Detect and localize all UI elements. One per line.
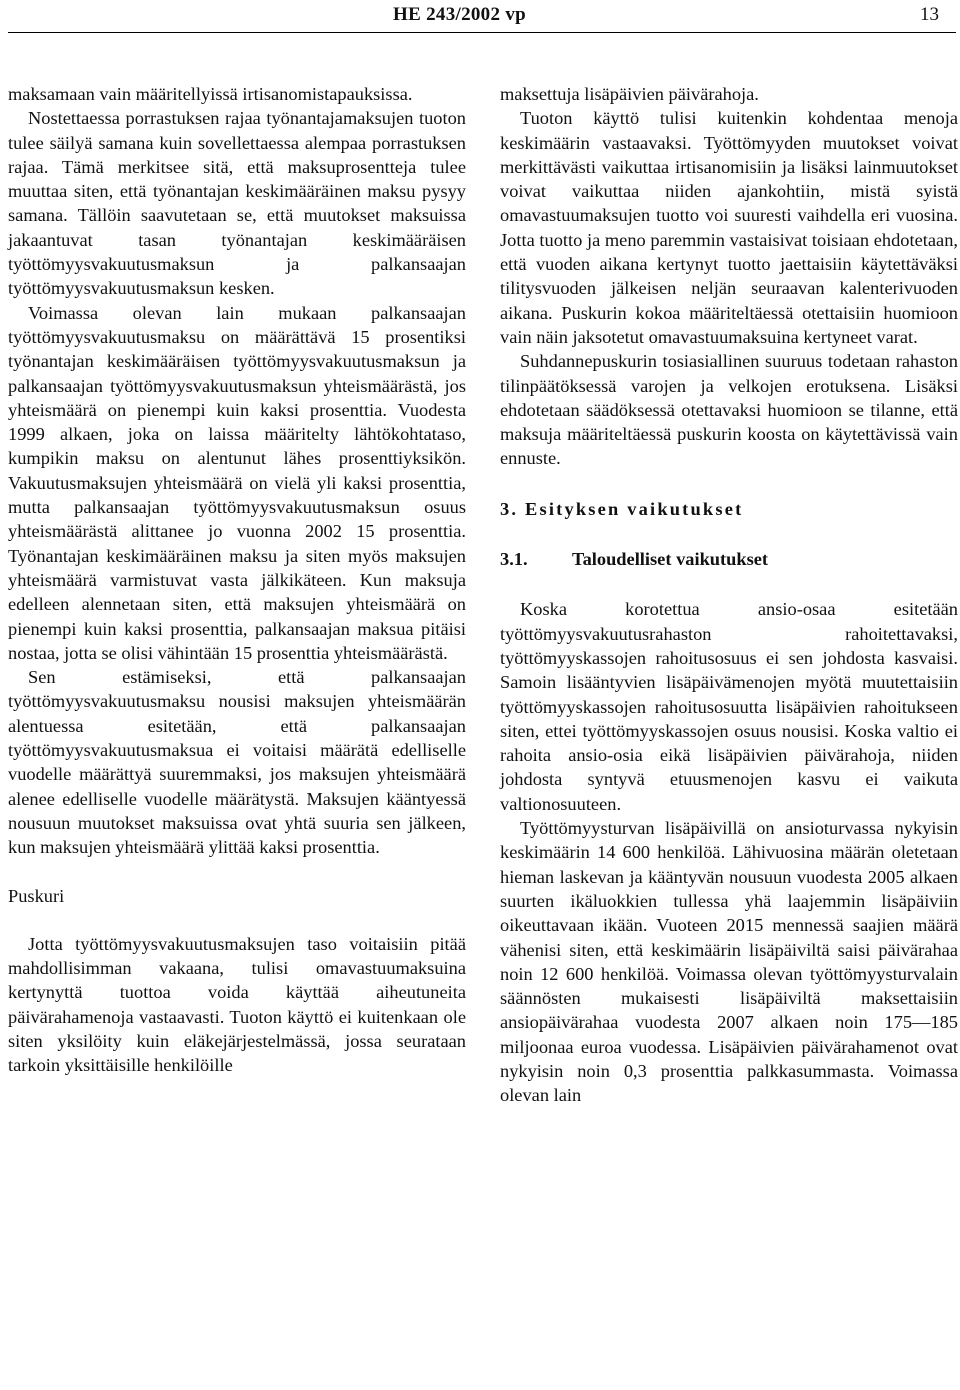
paragraph: maksettuja lisäpäivien päivärahoja. — [500, 84, 759, 104]
section-heading: 3. Esityksen vaikutukset — [500, 498, 744, 519]
paragraph: Tuoton käyttö tulisi kuitenkin kohdentaa menoja keskimäärin vastaavaksi. Työttömyyden muutokset voivat merkittävästi vaikuttaa irtisanomisiin ja lisäksi lainmuutokset voivat vaikuttaa niiden ajankohtiin, mistä syistä omavastuumaksujen tuotto voi suuresti vaihdella eri vuosina. Jotta tuotto ja meno paremmin vastaisivat toisiaan ehdotetaan, että vuoden aikana kertynyt tuotto jaettaisiin käytettäväksi tilitysvuoden jälkeisen neljän seuraavan kalenterivuoden aikana. Puskurin kokoa määriteltäessä otettaisiin huomioon vain näin jaksotetut omavastuumaksuina kertyneet varat. — [500, 108, 958, 347]
subsection-title: Taloudelliset vaikutukset — [572, 549, 769, 570]
subsection-number: 3.1. — [500, 549, 528, 570]
subheading-puskuri: Puskuri — [8, 885, 65, 906]
paragraph: Voimassa olevan lain mukaan palkansaajan työttömyysvakuutusmaksu on määrättävä 15 prosentiksi työnantajan keskimääräisen työttömyysvakuutusmaksun ja palkansaajan työttömyysvakuutusmaksun yhteismäärästä, jos yhteismäärä on pienempi kuin kaksi prosenttia. Vuodesta 1999 alkaen, joka on laissa määritelty lähtökohtataso, kumpikin maksu on alentunut lähes prosenttiyksikön. Vakuutusmaksujen yhteismäärä on vielä yli kaksi prosenttia, mutta palkansaajan työttömyysvakuutusmaksun osuus yhteismäärästä alittanee jo vuonna 2002 15 prosenttia. Työnantajan keskimääräinen maksu ja siten myös maksujen yhteismäärä varmistuvat vasta jälkikäteen. Kun maksuja edelleen alennetaan siten, että maksujen yhteismäärä on pienempi kuin kaksi prosenttia, palkansaajan maksua pitäisi nostaa, jotta se olisi vähintään 15 prosenttia yhteismäärästä. — [8, 302, 466, 663]
paragraph: Koska korotettua ansio-osaa esitetään työttömyysvakuutusrahaston rahoitettavaksi, työttömyyskassojen rahoitusosuus ei sen johdosta kasvaisi. Samoin lisääntyvien lisäpäivämenojen myötä muutettaisiin työttömyyskassojen rahoitusosuutta lisäpäivien rahoitukseen siten, ettei työttömyyskassojen osuus nousisi. Koska valtio ei rahoita ansio-osia eikä lisäpäivien päivärahoja, niiden johdosta syntyvä etuusmenojen kasvu ei vaikuta valtionosuuteen. — [500, 599, 958, 814]
document-id: HE 243/2002 vp — [393, 4, 526, 25]
paragraph: Jotta työttömyysvakuutusmaksujen taso voitaisiin pitää mahdollisimman vakaana, tulisi omavastuumaksuina kertynyttä tuottoa voida käyttää aiheutuneita päivärahamenoja vastaavasti. Tuoton käyttö ei kuitenkaan ole siten yksilöity kuin eläkejärjestelmässä, jossa seurataan tarkoin yksittäisille henkilöille — [8, 933, 466, 1076]
header-rule — [8, 32, 956, 33]
page-header — [0, 0, 960, 34]
page-number: 13 — [920, 4, 939, 25]
paragraph: Nostettaessa porrastuksen rajaa työnantajamaksujen tuoton tulee säilyä samana kuin sovellettaessa alempaa porrastuksen rajaa. Tämä merkitsee sitä, että maksuprosentteja tulee muuttaa siten, että työnantajan keskimääräinen maksu pysyy samana. Tällöin saavutetaan se, että muutokset maksuissa jakaantuvat tasan työnantajan keskimääräisen työttömyysvakuutusmaksun ja palkansaajan työttömyysvakuutusmaksun kesken. — [8, 108, 466, 299]
left-column — [8, 82, 466, 1078]
subsection-heading — [500, 547, 958, 571]
right-column — [500, 82, 958, 1108]
paragraph: Sen estämiseksi, että palkansaajan työttömyysvakuutusmaksu nousisi maksujen yhteismäärän alentuessa esitetään, että palkansaajan työttömyysvakuutusmaksua ei voitaisi määrätä edelliselle vuodelle määrättyä suuremmaksi, jos maksujen yhteismäärä alenee edelliselle vuodelle määrätystä. Maksujen kääntyessä nousuun muutokset maksuissa ovat yhtä suuria sen jälkeen, kun maksujen yhteismäärä ylittää kaksi prosenttia. — [8, 667, 466, 858]
paragraph: Suhdannepuskurin tosiasiallinen suuruus todetaan rahaston tilinpäätöksessä varojen ja velkojen erotuksena. Lisäksi ehdotetaan säädöksessä otettavaksi huomioon se tilanne, että maksuja määriteltäessä puskurin koosta on käytettävissä vain ennuste. — [500, 351, 958, 469]
paragraph: Työttömyysturvan lisäpäivillä on ansioturvassa nykyisin keskimäärin 14 600 henkilöä. Lähivuosina määrän oletetaan hieman laskevan ja kääntyvän nousuun vuodesta 2005 alkaen suurten ikäluokkien tullessa yhä laajemmin lisäpäiviin oikeuttavaan ikään. Vuoteen 2015 mennessä saajien määrä vähenisi siten, että keskimäärin lisäpäiviltä saisi päivärahaa noin 12 600 henkilöä. Voimassa olevan työttömyysturvalain säännösten mukaisesti lisäpäiviltä maksettaisiin ansiopäivärahaa vuodesta 2007 alkaen noin 175—185 miljoonaa euroa vuodessa. Lisäpäivien päivärahamenot ovat nykyisin noin 0,3 prosenttia palkkasummasta. Voimassa olevan lain — [500, 818, 958, 1106]
paragraph: maksamaan vain määritellyissä irtisanomistapauksissa. — [8, 84, 413, 104]
